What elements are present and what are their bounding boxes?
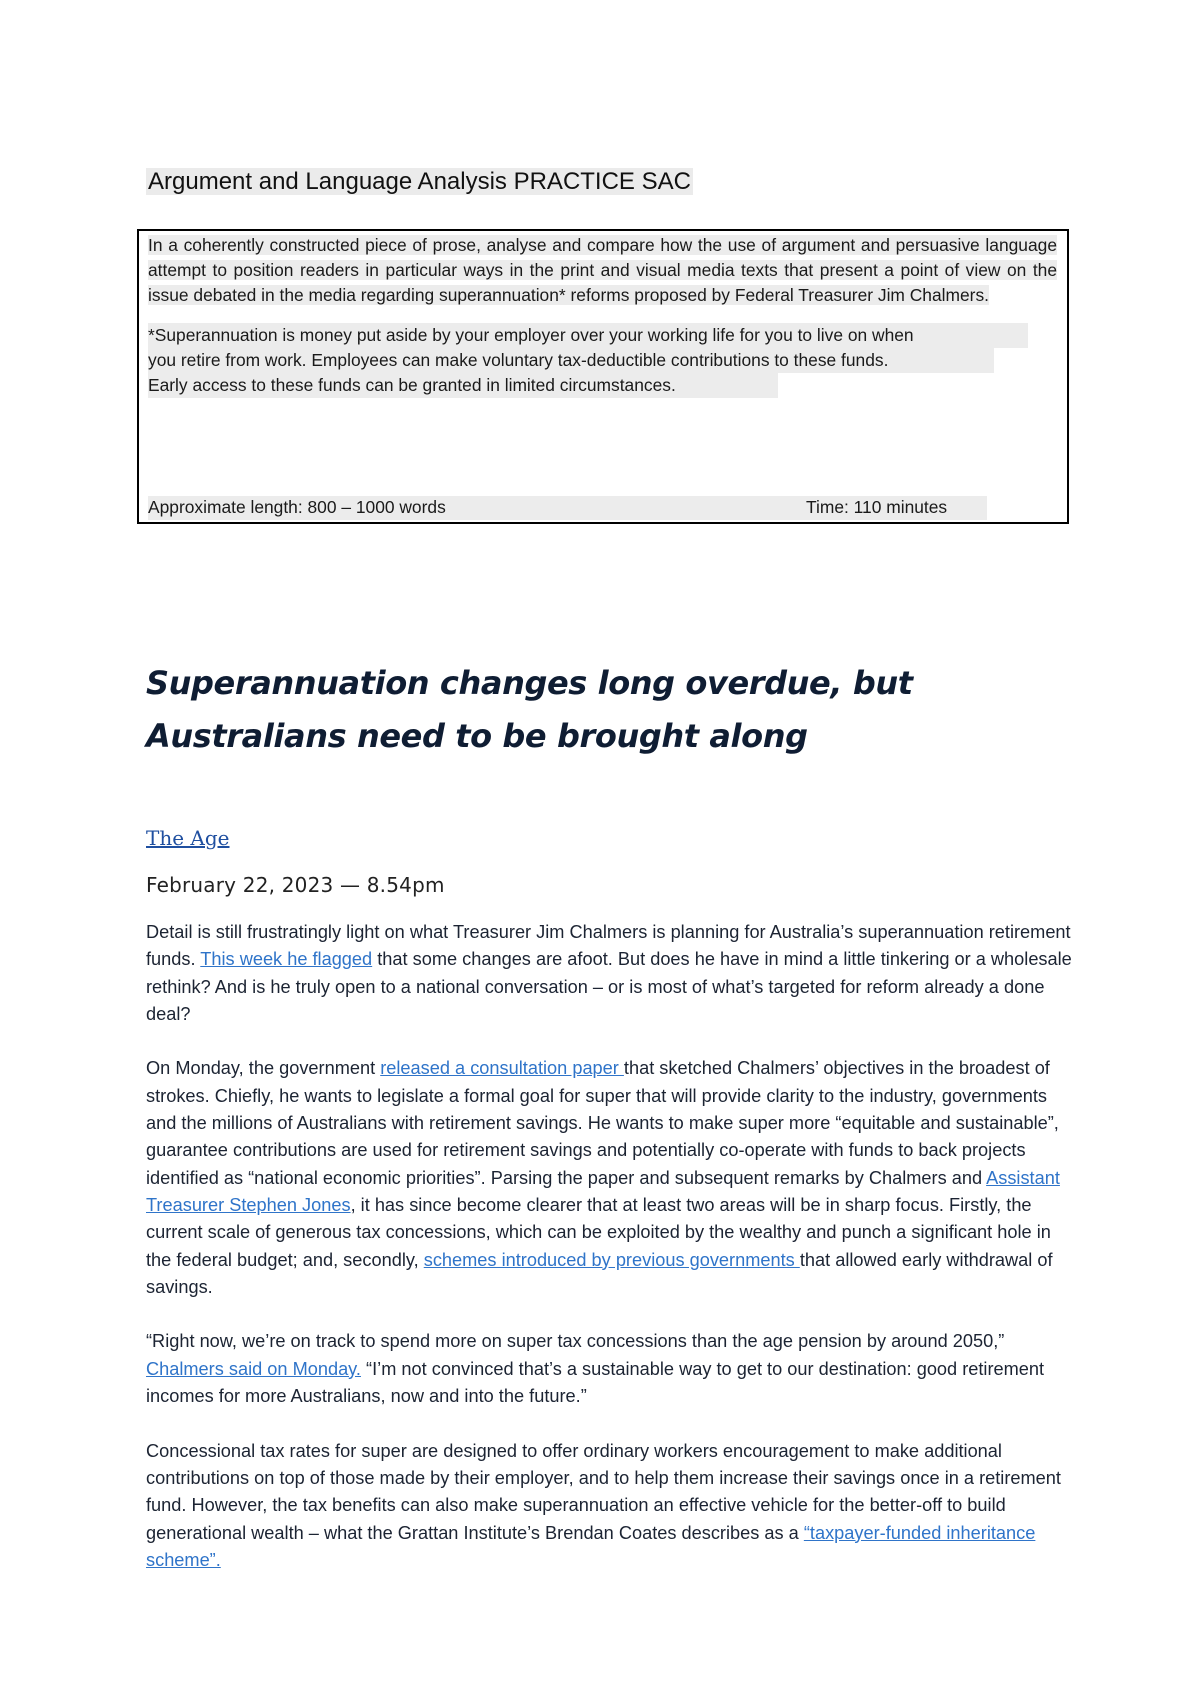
- article-headline: Superannuation changes long overdue, but Australians need to be brought along: [146, 664, 913, 755]
- paragraph: Concessional tax rates for super are designed to offer ordinary workers encouragement to make additional contributions on top of those made by their employer, and to help them increase their savings once in a retirement fund. However, the tax benefits can also make superannuation an effective vehicle for the better-off to build generational wealth – what the Grattan Institute’s Brendan Coates describes as a “taxpayer-funded inheritance scheme”.: [146, 1440, 1061, 1570]
- note-line: *Superannuation is money put aside by your employer over your working life for you to live on when: [148, 323, 1028, 348]
- paragraph: “Right now, we’re on track to spend more on super tax concessions than the age pension by around 2050,” Chalmers said on Monday. “I’m not convinced that’s a sustainable way to get to our destination: good retirement incomes for more Australians, now and into the future.”: [146, 1331, 1045, 1407]
- source-link[interactable]: The Age: [146, 826, 230, 850]
- paragraph: On Monday, the government released a consultation paper that sketched Chalmers’ objectives in the broadest of strokes. Chiefly, he wants to legislate a formal goal for super that will provide clarity to the industry, governments and the millions of Australians with retirement savings. He wants to make super more “equitable and sustainable”, guarantee contributions are used for retirement savings and potentially co-operate with funds to back projects identified as “national economic priorities”. Parsing the paper and subsequent remarks by Chalmers and Assistant Treasurer Stephen Jones, it has since become clearer that at least two areas will be in sharp focus. Firstly, the current scale of generous tax concessions, which can be exploited by the wealthy and punch a significant hole in the federal budget; and, secondly, schemes introduced by previous governments that allowed early withdrawal of savings.: [146, 1058, 1060, 1297]
- note-line: Early access to these funds can be granted in limited circumstances.: [148, 373, 778, 398]
- chalmers-said-link[interactable]: Chalmers said on Monday.: [146, 1358, 361, 1379]
- sac-title: Argument and Language Analysis PRACTICE SAC: [148, 168, 691, 195]
- note-line: you retire from work. Employees can make voluntary tax-deductible contributions to these funds.: [148, 348, 994, 373]
- superannuation-note: [148, 323, 1048, 398]
- previous-schemes-link[interactable]: schemes introduced by previous governments: [423, 1249, 800, 1270]
- paragraph: Detail is still frustratingly light on what Treasurer Jim Chalmers is planning for Australia’s superannuation retirement funds. This week he flagged that some changes are afoot. But does he have in mind a little tinkering or a wholesale rethink? And is he truly open to a national conversation – or is most of what’s targeted for reform already a done deal?: [146, 922, 1072, 1024]
- stephen-jones-link[interactable]: Assistant Treasurer Stephen Jones: [146, 1167, 1060, 1215]
- consultation-paper-link[interactable]: released a consultation paper: [380, 1058, 624, 1079]
- approximate-length: Approximate length: 800 – 1000 words: [148, 497, 446, 517]
- article-date: February 22, 2023 — 8.54pm: [146, 873, 445, 897]
- task-box: [137, 229, 1069, 524]
- flagged-link[interactable]: This week he flagged: [200, 949, 373, 970]
- article-body: [146, 919, 1076, 1601]
- inheritance-scheme-link[interactable]: “taxpayer-funded inheritance scheme”.: [146, 1522, 1036, 1570]
- task-instructions: In a coherently constructed piece of prose, analyse and compare how the use of argument and persuasive language attempt to position readers in particular ways in the print and visual media texts that present a point of view on the issue debated in the media regarding superannuation* reforms proposed by Federal Treasurer Jim Chalmers.: [148, 235, 1057, 305]
- task-footer: [148, 496, 987, 520]
- time-allowed: Time: 110 minutes: [806, 497, 948, 517]
